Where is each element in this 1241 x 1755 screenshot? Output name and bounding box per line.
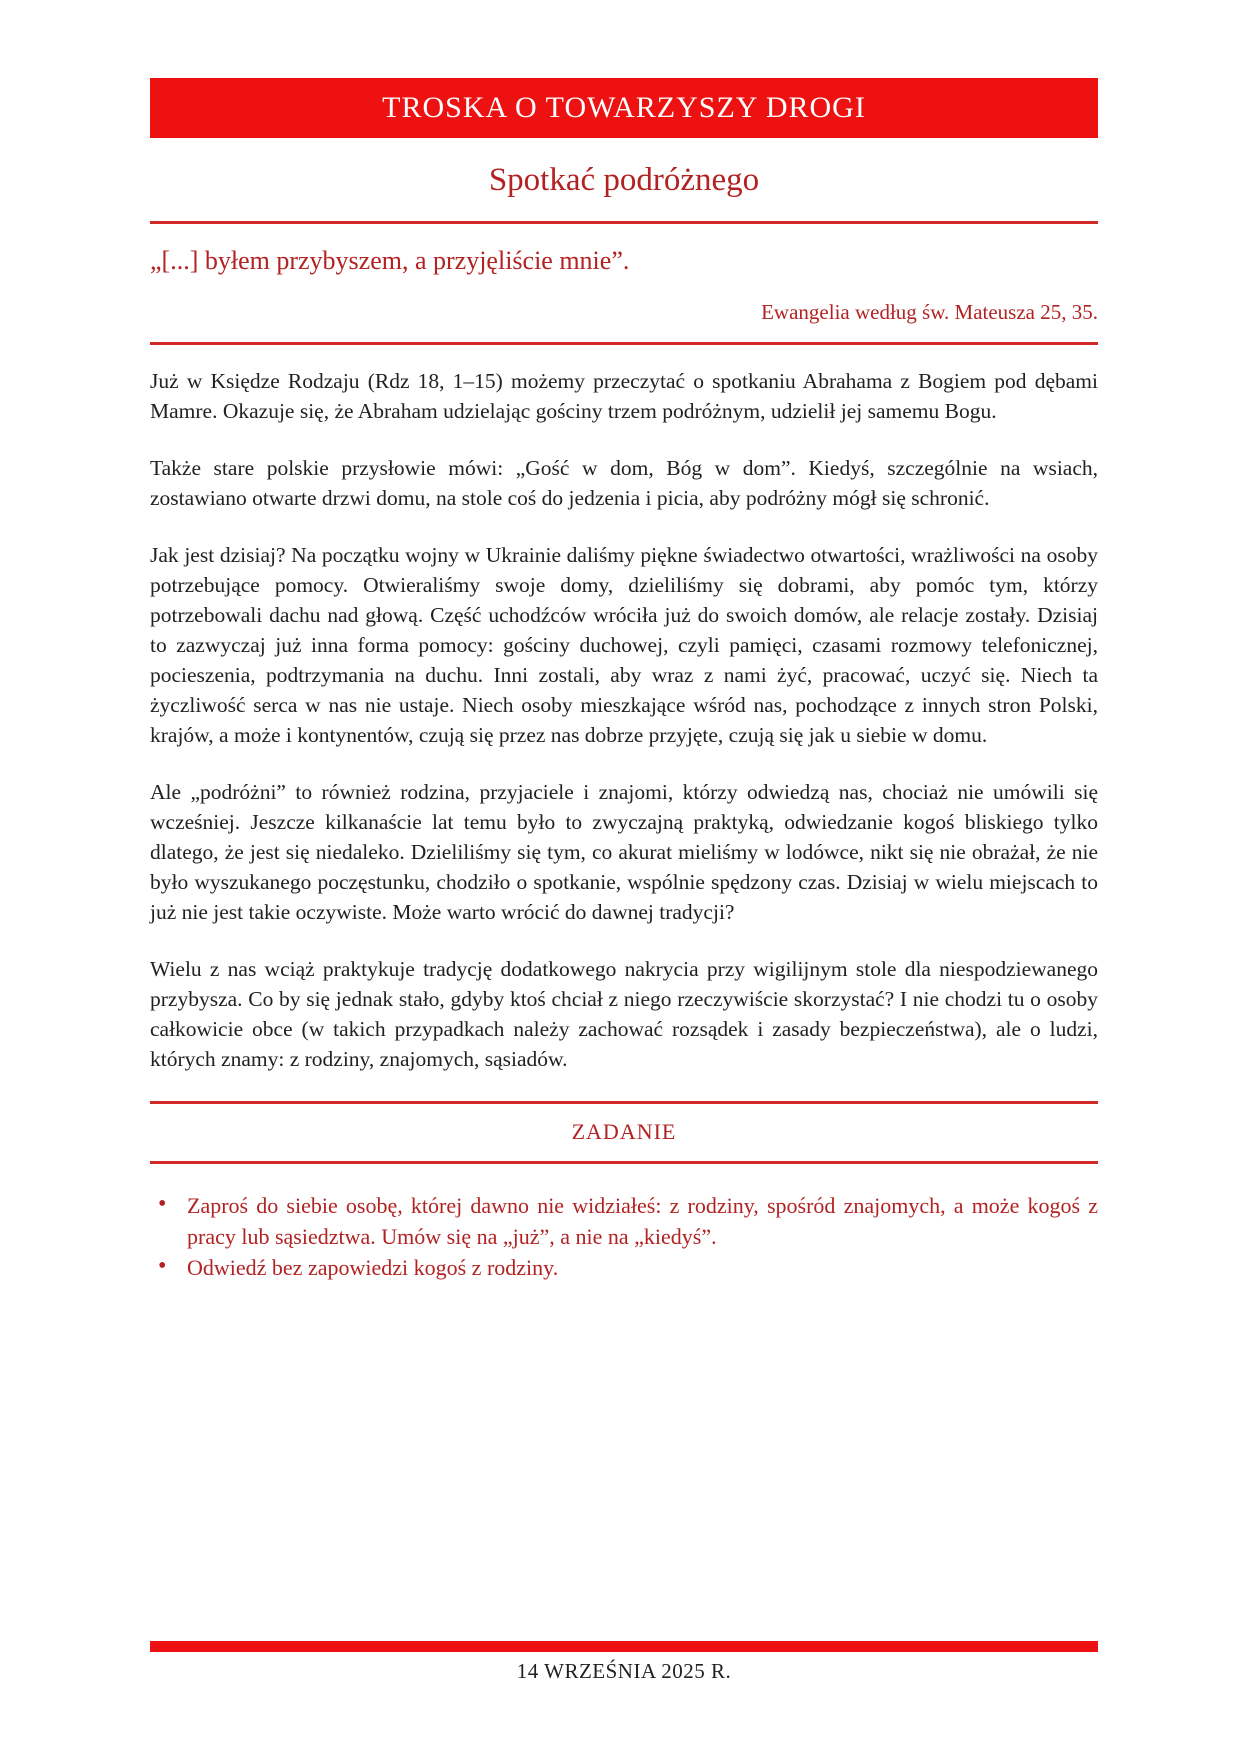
paragraph: Jak jest dzisiaj? Na początku wojny w Ukrainie daliśmy piękne świadectwo otwartości, wrażliwości na osoby potrzebujące pomocy. Otwieraliśmy swoje domy, dzieliliśmy się dobrami, aby pomóc tym, którzy potrzebowali dachu nad głową. Część uchodźców wróciła już do swoich domów, ale relacje zostały. Dzisiaj to zazwyczaj już inna forma pomocy: gościny duchowej, czyli pamięci, czasami rozmowy telefonicznej, pocieszenia, podtrzymania na duchu. Inni zostali, aby wraz z nami żyć, pracować, uczyć się. Niech ta życzliwość serca w nas nie ustaje. Niech osoby mieszkające wśród nas, pochodzące z innych stron Polski, krajów, a może i kontynentów, czują się przez nas dobrze przyjęte, czują się jak u siebie w domu.: [150, 543, 1098, 747]
divider-task-top: [150, 1101, 1098, 1104]
bullet-icon: •: [158, 1191, 167, 1217]
task-list-item: [150, 1190, 1098, 1252]
task-list-item: [150, 1252, 1098, 1283]
footer-bar: [150, 1641, 1098, 1652]
divider-task-bottom: [150, 1161, 1098, 1164]
article-body: [150, 366, 1098, 1074]
paragraph: Ale „podróżni” to również rodzina, przyjaciele i znajomi, którzy odwiedzą nas, chociaż nie umówili się wcześniej. Jeszcze kilkanaście lat temu było to zwyczajną praktyką, odwiedzanie kogoś bliskiego tylko dlatego, że jest się niedaleko. Dzieliliśmy się tym, co akurat mieliśmy w lodówce, nikt się nie obrażał, że nie było wyszukanego poczęstunku, chodziło o spotkanie, wspólnie spędzony czas. Dzisiaj w wielu miejscach to już nie jest takie oczywiste. Może warto wrócić do dawnej tradycji?: [150, 780, 1098, 924]
footer-date: 14 WRZEŚNIA 2025 R.: [516, 1659, 732, 1683]
paragraph: Także stare polskie przysłowie mówi: „Gość w dom, Bóg w dom”. Kiedyś, szczególnie na wsiach, zostawiano otwarte drzwi domu, na stole coś do jedzenia i picia, aby podróżny mógł się schronić.: [150, 456, 1098, 510]
scripture-source: Ewangelia według św. Mateusza 25, 35.: [761, 300, 1098, 324]
paragraph: Już w Księdze Rodzaju (Rdz 18, 1–15) możemy przeczytać o spotkaniu Abrahama z Bogiem pod dębami Mamre. Okazuje się, że Abraham udzielając gościny trzem podróżnym, udzielił jej samemu Bogu.: [150, 369, 1098, 423]
banner-title: TROSKA O TOWARZYSZY DROGI: [382, 91, 866, 124]
task-item-text: Zaproś do siebie osobę, której dawno nie widziałeś: z rodziny, spośród znajomych, a może kogoś z pracy lub sąsiedztwa. Umów się na „już”, a nie na „kiedyś”.: [187, 1193, 1098, 1249]
task-item-text: Odwiedź bez zapowiedzi kogoś z rodziny.: [187, 1255, 559, 1280]
divider-quote-bottom: [150, 342, 1098, 345]
task-section-heading: ZADANIE: [571, 1119, 677, 1144]
banner: [150, 78, 1098, 138]
page-title: Spotkać podróżnego: [488, 162, 760, 198]
divider-top: [150, 221, 1098, 224]
bullet-icon: •: [158, 1253, 167, 1279]
paragraph: Wielu z nas wciąż praktykuje tradycję dodatkowego nakrycia przy wigilijnym stole dla niespodziewanego przybysza. Co by się jednak stało, gdyby ktoś chciał z niego rzeczywiście skorzystać? I nie chodzi tu o osoby całkowicie obce (w takich przypadkach należy zachować rozsądek i zasady bezpieczeństwa), ale o ludzi, których znamy: z rodziny, znajomych, sąsiadów.: [150, 957, 1098, 1071]
scripture-quote: „[...] byłem przybyszem, a przyjęliście mnie”.: [150, 246, 630, 275]
page-footer: [150, 1641, 1098, 1684]
content-column: [150, 0, 1098, 1283]
task-list: [150, 1190, 1098, 1283]
